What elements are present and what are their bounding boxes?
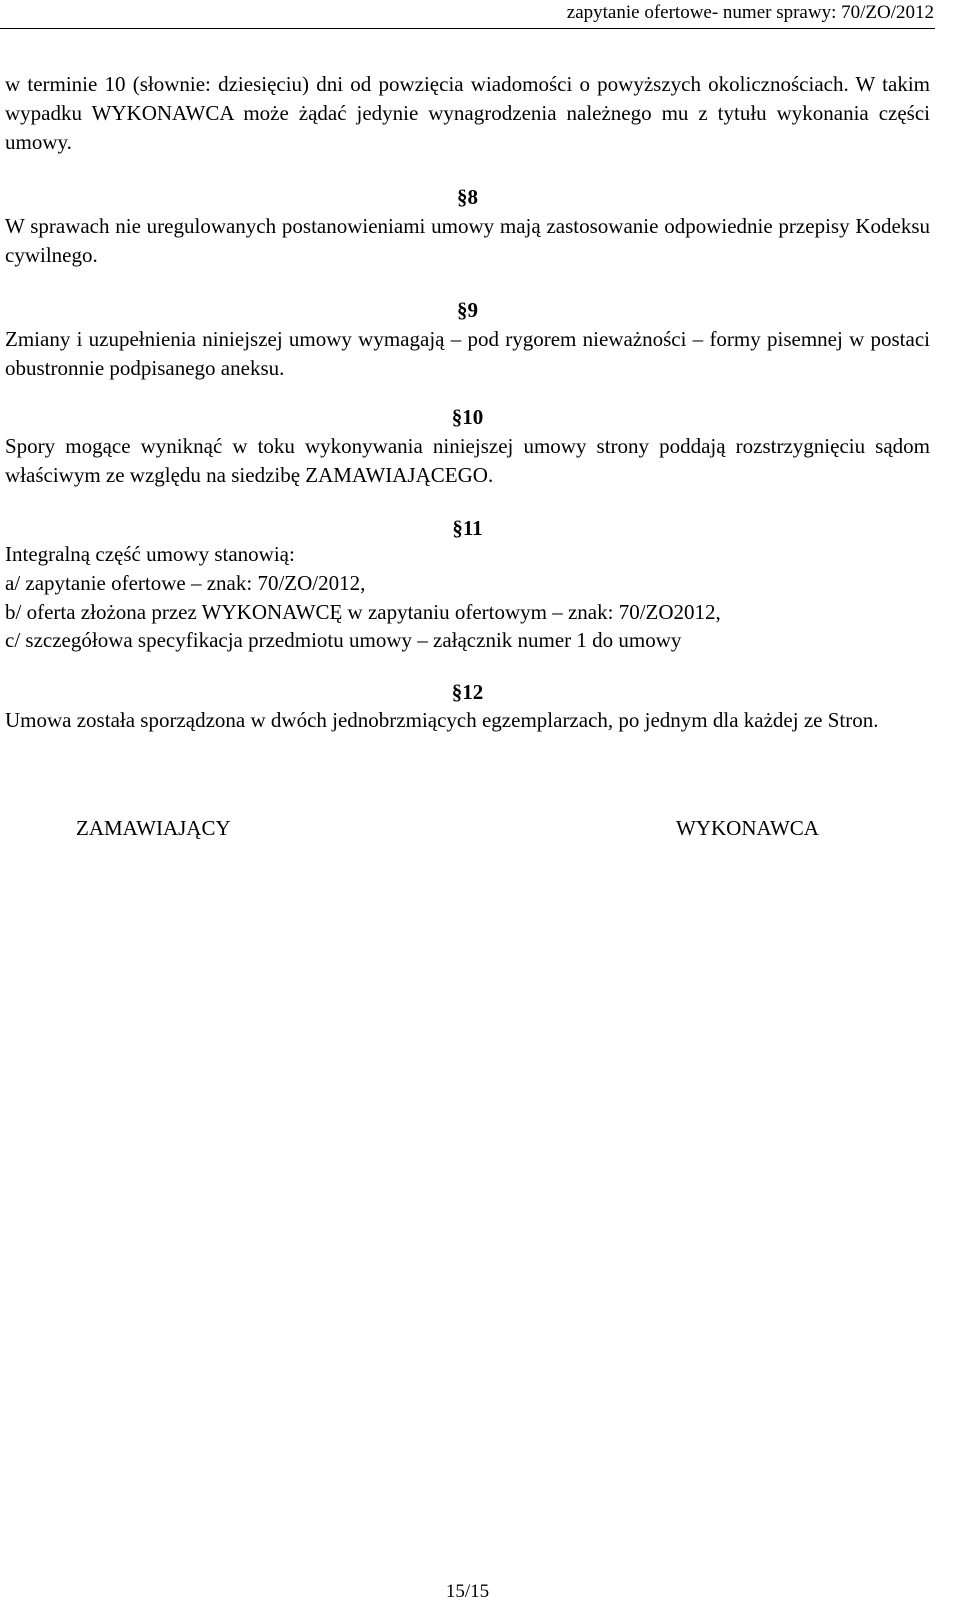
intro-paragraph: w terminie 10 (słownie: dziesięciu) dni od powzięcia wiadomości o powyższych okolicznościach. W takim wypadku WYKONAWCA może żądać jedynie wynagrodzenia należnego mu z tytułu wykonania części umowy. (5, 72, 930, 154)
document-header: zapytanie ofertowe- numer sprawy: 70/ZO/2012 (566, 2, 934, 23)
section-11-heading: §11 (452, 516, 483, 540)
section-11-item-a: a/ zapytanie ofertowe – znak: 70/ZO/2012, (5, 571, 366, 595)
section-9-text: Zmiany i uzupełnienia niniejszej umowy wymagają – pod rygorem nieważności – formy pisemnej w postaci obustronnie podpisanego aneksu. (5, 327, 930, 380)
signature-contractor: WYKONAWCA (676, 816, 819, 840)
section-9-heading: §9 (457, 298, 478, 322)
section-11-item-c: c/ szczegółowa specyfikacja przedmiotu umowy – załącznik numer 1 do umowy (5, 628, 682, 652)
page-number: 15/15 (445, 1581, 490, 1602)
section-10-text: Spory mogące wyniknąć w toku wykonywania niniejszej umowy strony poddają rozstrzygnięciu sądom właściwym ze względu na siedzibę ZAMAWIAJĄCEGO. (5, 434, 930, 487)
signature-ordering-party: ZAMAWIAJĄCY (76, 816, 231, 840)
section-8-heading: §8 (457, 185, 478, 209)
section-12-heading: §12 (451, 680, 484, 704)
header-divider (0, 28, 935, 29)
section-12-text: Umowa została sporządzona w dwóch jednobrzmiących egzemplarzach, po jednym dla każdej ze Stron. (5, 708, 879, 732)
section-8-text: W sprawach nie uregulowanych postanowieniami umowy mają zastosowanie odpowiednie przepisy Kodeksu cywilnego. (5, 214, 930, 267)
section-11-intro: Integralną część umowy stanowią: (5, 542, 295, 566)
section-11-item-b: b/ oferta złożona przez WYKONAWCĘ w zapytaniu ofertowym – znak: 70/ZO2012, (5, 600, 721, 624)
section-10-heading: §10 (451, 405, 484, 429)
